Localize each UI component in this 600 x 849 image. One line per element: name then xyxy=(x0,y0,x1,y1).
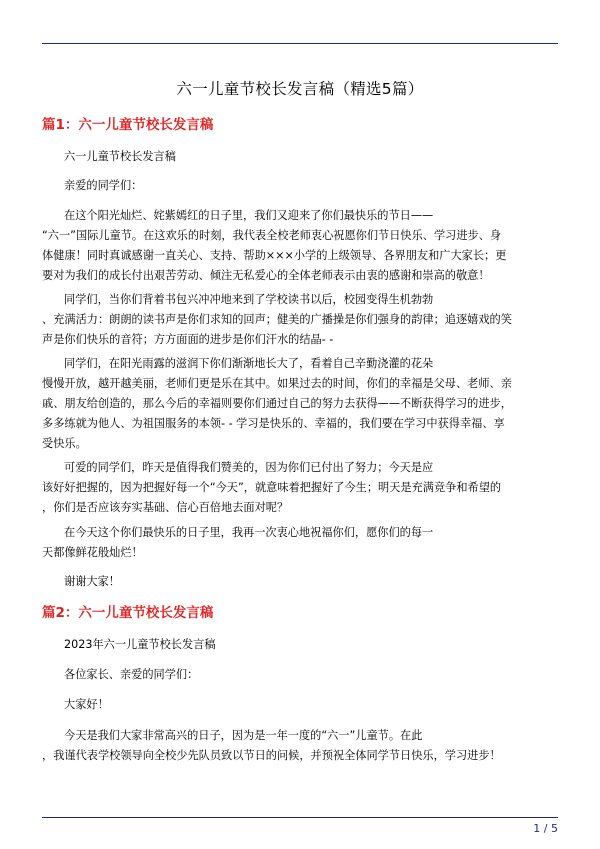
section-2-heading: 篇2：六一儿童节校长发言稿 xyxy=(42,605,214,621)
paragraph-line: ，你们是否应该夯实基础、信心百倍地去面对呢？ xyxy=(42,501,289,514)
section-2-hello: 大家好！ xyxy=(64,698,109,711)
section-1-paragraph-4 xyxy=(42,458,558,518)
section-2-greeting: 各位家长、亲爱的同学们： xyxy=(64,668,199,681)
paragraph-line: 、充满活力：朗朗的读书声是你们求知的回声；健美的广播操是你们强身的韵律；追逐嬉戏的笑 xyxy=(42,313,512,326)
page-indicator: 1 / 5 xyxy=(533,822,558,835)
section-1-paragraph-1 xyxy=(42,206,558,286)
paragraph-line: 多多练就为他人、为祖国服务的本领- - 学习是快乐的、幸福的，我们要在学习中获得幸福、享 xyxy=(42,417,505,430)
paragraph-line: 在这个阳光灿烂、姹紫嫣红的日子里，我们又迎来了你们最快乐的节日—— xyxy=(64,209,434,222)
paragraph-line: 体健康！同时真诚感谢一直关心、支持、帮助×××小学的上级领导、各界朋友和广大家长；更 xyxy=(42,249,507,262)
paragraph-line: 可爱的同学们，昨天是值得我们赞美的，因为你们已付出了努力；今天是应 xyxy=(64,461,434,474)
paragraph-line: 戚、朋友给创造的，那么今后的幸福则要你们通过自己的努力去获得——不断获得学习的进步， xyxy=(42,397,512,410)
paragraph-line: 天都像鲜花般灿烂！ xyxy=(42,546,143,559)
paragraph-line: “六一”国际儿童节。在这欢乐的时刻，我代表全校老师衷心祝愿你们节日快乐、学习进步、身 xyxy=(42,229,502,242)
paragraph-line: 同学们，在阳光雨露的滋润下你们渐渐地长大了，看着自己辛勤浇灌的花朵 xyxy=(64,357,434,370)
paragraph-line: 受快乐。 xyxy=(42,437,87,450)
header-rule xyxy=(42,43,558,44)
paragraph-line: 今天是我们大家非常高兴的日子，因为是一年一度的“六一”儿童节。在此 xyxy=(64,729,423,742)
section-1-paragraph-5 xyxy=(42,523,558,563)
paragraph-line: 该好好把握的，因为把握好每一个“今天”，就意味着把握好了今生；明天是充满竞争和希望的 xyxy=(42,481,502,494)
section-1-greeting: 亲爱的同学们： xyxy=(64,179,143,192)
section-1-heading: 篇1：六一儿童节校长发言稿 xyxy=(42,117,214,133)
paragraph-line: 要对为我们的成长付出艰苦劳动、倾注无私爱心的全体老师表示由衷的感谢和崇高的敬意！ xyxy=(42,269,490,282)
paragraph-line: 在今天这个你们最快乐的日子里，我再一次衷心地祝福你们，愿你们的每一 xyxy=(64,526,434,539)
document-title: 六一儿童节校长发言稿（精选5篇） xyxy=(176,80,424,98)
paragraph-line: 同学们，当你们背着书包兴冲冲地来到了学校读书以后，校园变得生机勃勃 xyxy=(64,293,434,306)
section-2-paragraph-1 xyxy=(42,726,558,766)
paragraph-line: ，我谨代表学校领导向全校少先队员致以节日的问候，并预祝全体同学节日快乐，学习进步！ xyxy=(42,749,501,762)
footer-rule xyxy=(42,817,558,818)
section-1-paragraph-3 xyxy=(42,354,558,454)
section-1-paragraph-2 xyxy=(42,290,558,350)
section-1-subtitle: 六一儿童节校长发言稿 xyxy=(64,150,176,163)
paragraph-line: 声是你们快乐的音符；方方面面的进步是你们汗水的结晶- - xyxy=(42,333,334,346)
paragraph-line: 慢慢开放，越开越美丽，老师们更是乐在其中。如果过去的时间，你们的幸福是父母、老师、亲 xyxy=(42,377,512,390)
section-2-subtitle: 2023年六一儿童节校长发言稿 xyxy=(64,638,216,651)
section-1-closing: 谢谢大家！ xyxy=(64,575,120,588)
